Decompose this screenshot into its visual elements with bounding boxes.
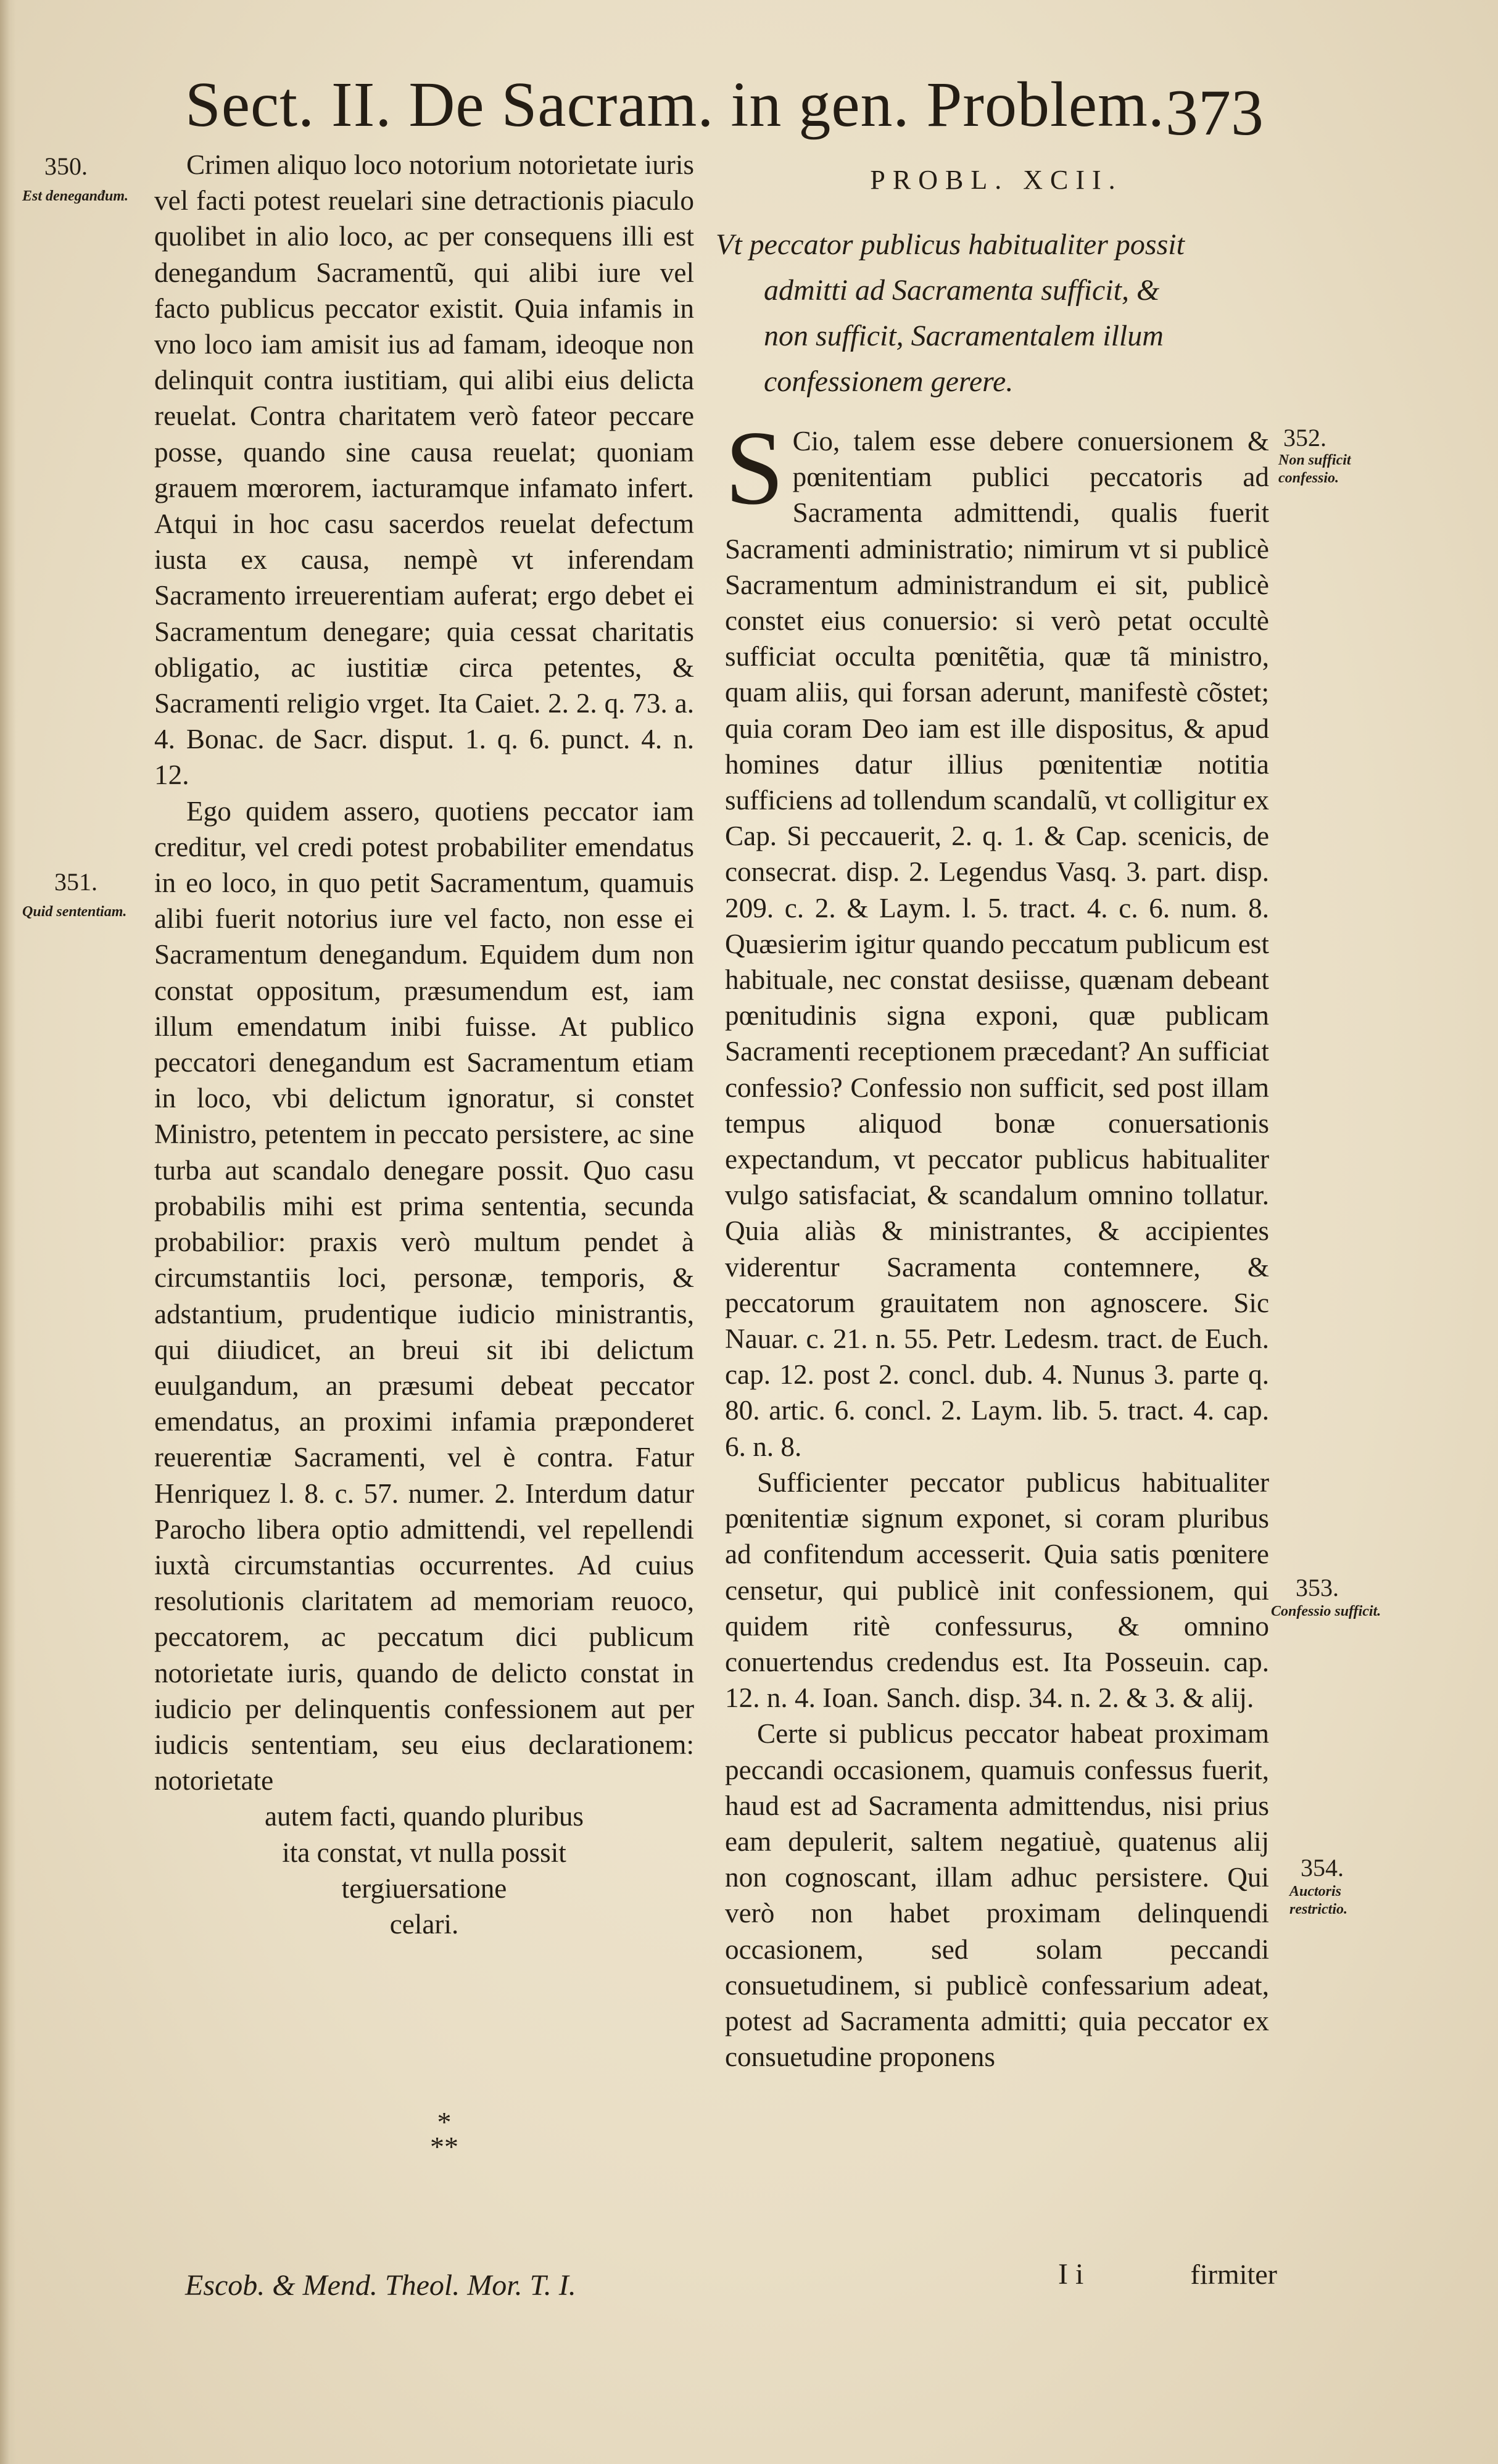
running-title: Sect. II. De Sacram. in gen. Problem. bbox=[185, 69, 1165, 140]
left-column bbox=[154, 147, 694, 1942]
margin-gloss: Est deneganđum. bbox=[22, 188, 129, 204]
tail-line: autem facti, quando pluribus bbox=[264, 1801, 584, 1832]
paragraph: Cio, talem esse debere conuersionem & pœnitentiam publici peccatoris ad Sacramenta admittendi, qualis fuerit Sacramenti administratio; nimirum vt si publicè Sacramentum administrandum ei sit, publicè constet eius conuersio: si verò petat occultè sufficiat occulta pœnitẽtia, quæ tã ministro, quam aliis, qui forsan aderunt, manifestè cõstet; quia coram Deo iam est ille dispositus, & apud homines datur illius pœnitentiæ notitia sufficiens ad tollendum scandalũ, vt colligitur ex Cap. Si peccauerit, 2. q. 1. & Cap. scenicis, de consecrat. disp. 2. Legendus Vasq. 3. part. disp. 209. c. 2. & Laym. l. 5. tract. 4. c. 6. num. 8. Quæsierim igitur quando peccatum publicum est habituale, nec constat desiisse, quænam debeant pœnitudinis signa exponi, quæ publicam Sacramenti receptionem præcedant? An sufficiat confessio? Confessio non sufficit, sed post illam tempus aliquod bonæ conuersationis expectandum, vt peccator publicus habitualiter vulgo satisfaciat, & scandalum omnino tollatur. Quia aliàs & ministrantes, & accipientes viderentur Sacramenta contemnere, & peccatorum grauitatem non agnoscere. Sic Nauar. c. 21. n. 55. Petr. Ledesm. tract. de Euch. cap. 12. post 2. concl. dub. 4. Nunus 3. parte q. 80. artic. 6. concl. 2. Laym. lib. 5. tract. 4. cap. 6. n. 8. bbox=[725, 426, 1269, 1462]
page-number: 373 bbox=[1165, 76, 1264, 149]
margin-number: 353. bbox=[1296, 1574, 1339, 1602]
footer-reference: Escob. & Mend. Theol. Mor. T. I. bbox=[185, 2269, 576, 2302]
summary-line: non sufficit, Sacramentalem illum bbox=[764, 320, 1164, 352]
margin-gloss: Auctoris restrictio. bbox=[1289, 1883, 1347, 1917]
problem-heading: PROBL. XCII. bbox=[870, 165, 1123, 195]
right-column bbox=[725, 410, 1269, 2075]
paragraph: Ego quidem assero, quotiens peccator iam creditur, vel credi potest probabiliter emendatus in eo loco, in quo petit Sacramentum, quamuis alibi fuerit notorius iure vel facto, non esse ei Sacramentum denegandum. Equidem dum non constat oppositum, præsumendum est, iam illum emendatum inibi fuisse. At publico peccatori denegandum est Sacramentum etiam in loco, vbi delictum ignoratur, si constet Ministro, petentem in peccato persistere, ac sine turba aut scandalo denegare possit. Quo casu probabilis mihi est prima sententia, secunda probabilior: praxis verò multum pendet à circumstantiis loci, personæ, temporis, & adstantium, prudentique iudicio ministrantis, qui diiudicet, an breui sit ibi delictum euulgandum, an præsumi debeat peccator emendatus, an proximi infamia præponderet reuerentiæ Sacramenti, vel è contra. Fatur Henriquez l. 8. c. 57. numer. 2. Interdum datur Parocho libera optio admittendi, vel repellendi iuxtà circumstantias occurrentes. Ad cuius resolutionis claritatem ad memoriam reuoco, peccatorem, ac peccatum dici publicum notorietate iuris, quando de delicto constat in iudicio per delinquentis confessionem aut per iudicis sententiam, seu eius declarationem: notorietate bbox=[154, 795, 694, 1796]
tail-line: celari. bbox=[389, 1908, 459, 1940]
margin-number: 351. bbox=[54, 868, 97, 896]
paragraph: Certe si publicus peccator habeat proximam peccandi occasionem, quamuis confessus fuerit, haud est ad Sacramenta admittendus, nisi prius eam depulerit, saltem negatiuè, quatenus alij non cognoscant, illam adhuc persistere. Qui verò non habet proximam delinquendi occasionem, sed solam peccandi consuetudinem, si publicè confessarium adeat, potest ad Sacramenta admitti; quia peccator ex consuetudine proponens bbox=[725, 1718, 1269, 2073]
catchword: firmiter bbox=[1190, 2259, 1277, 2290]
signature-mark: I i bbox=[1058, 2258, 1084, 2291]
paragraph: Sufficienter peccator publicus habitualiter pœnitentiæ signum exponet, si coram pluribus ad confitendum accesserit. Quia satis pœnitere censetur, qui publicè init confessionem, qui quidem ritè confessurus, & omnino conuertendus credendus est. Ita Posseuin. cap. 12. n. 4. Ioan. Sanch. disp. 34. n. 2. & 3. & alij. bbox=[725, 1466, 1269, 1714]
summary-line: admitti ad Sacramenta sufficit, & bbox=[764, 274, 1160, 307]
margin-number: 352. bbox=[1283, 424, 1326, 452]
summary-line: Vt peccator publicus habitualiter possit bbox=[716, 228, 1185, 261]
margin-gloss: Quid sententiam. bbox=[22, 904, 127, 920]
margin-gloss: Non sufficit confessio. bbox=[1278, 452, 1351, 486]
summary-line: confessionem gerere. bbox=[764, 365, 1014, 398]
tail-line: tergiuersatione bbox=[341, 1872, 507, 1904]
ornament: * ** bbox=[430, 2106, 458, 2162]
margin-number: 350. bbox=[44, 152, 88, 180]
margin-gloss: Confessio sufficit. bbox=[1271, 1603, 1381, 1619]
margin-number: 354. bbox=[1301, 1854, 1344, 1882]
paragraph: Crimen aliquo loco notorium notorietate iuris vel facti potest reuelari sine detractionis piaculo quolibet in alio loco, ac per consequens illi est denegandum Sacramentũ, qui alibi iure vel facto publicus peccator existit. Quia infamis in vno loco iam amisit ius ad famam, ideoque non delinquit contra iustitiam, qui alibi eius delicta reuelat. Contra charitatem verò fateor peccare posse, quando sine causa reuelat; quoniam grauem mœrorem, iacturamque infamato infert. Atqui in hoc casu sacerdos reuelat defectum iusta ex causa, nempè vt inferendam Sacramento irreuerentiam auferat; ergo debet ei Sacramentum denegare; quia cessat charitatis obligatio, ac iustitiæ circa petentes, & Sacramenti religio vrget. Ita Caiet. 2. 2. q. 73. a. 4. Bonac. de Sacr. disput. 1. q. 6. punct. 4. n. 12. bbox=[154, 149, 694, 791]
drop-initial: S bbox=[725, 410, 784, 527]
page-edge bbox=[0, 0, 16, 2464]
problem-summary bbox=[716, 222, 1271, 405]
tail-line: ita constat, vt nulla possit bbox=[282, 1837, 566, 1868]
